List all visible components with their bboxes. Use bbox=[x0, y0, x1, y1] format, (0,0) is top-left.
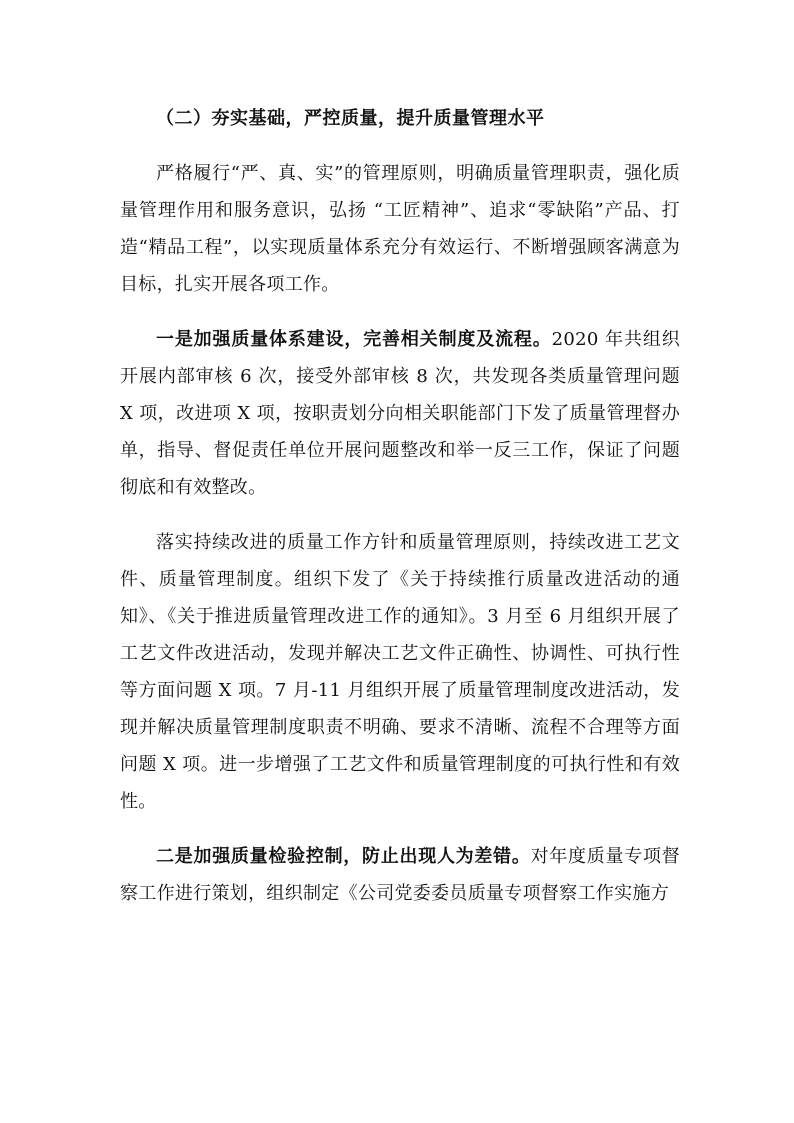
paragraph-lead: 一是加强质量体系建设，完善相关制度及流程。 bbox=[156, 329, 552, 350]
document-page bbox=[120, 100, 680, 930]
paragraph-text: 2020 年共组织开展内部审核 6 次，接受外部审核 8 次，共发现各类质量管理问题 X 项，改进项 X 项，按职责划分向相关职能部门下发了质量管理督办单，指导、督促责任单位开展问题整改和举一反三工作，保证了问题彻底和有效整改。 bbox=[120, 329, 680, 498]
paragraph-inspection-control bbox=[120, 838, 680, 912]
paragraph-text: 对年度质量专项督察工作进行策划，组织制定《公司党委委员质量专项督察工作实施方 bbox=[120, 846, 680, 904]
paragraph-text: 落实持续改进的质量工作方针和质量管理原则，持续改进工艺文件、质量管理制度。组织下发了《关于持续推行质量改进活动的通知》、《关于推进质量管理改进工作的通知》。3 月至 6 月组织开展了工艺文件改进活动，发现并解决工艺文件正确性、协调性、可执行性等方面问题 X 项。7 月-11 月组织开展了质量管理制度改进活动，发现并解决质量管理制度职责不明确、要求不清晰、流程不合理等方面问题 X 项。进一步增强了工艺文件和质量管理制度的可执行性和有效性。 bbox=[120, 532, 680, 812]
paragraph-lead: 二是加强质量检验控制，防止出现人为差错。 bbox=[156, 846, 531, 867]
paragraph-text: 严格履行“严、真、实”的管理原则，明确质量管理职责，强化质量管理作用和服务意识，弘扬 “工匠精神”、追求“零缺陷”产品、打造“精品工程”，以实现质量体系充分有效运行、不断增强顾客满意为目标，扎实开展各项工作。 bbox=[120, 163, 680, 295]
paragraph-continuous-improvement bbox=[120, 524, 680, 820]
paragraph-intro bbox=[120, 155, 680, 303]
paragraph-system-building bbox=[120, 321, 680, 506]
section-heading: （二）夯实基础，严控质量，提升质量管理水平 bbox=[156, 108, 545, 129]
